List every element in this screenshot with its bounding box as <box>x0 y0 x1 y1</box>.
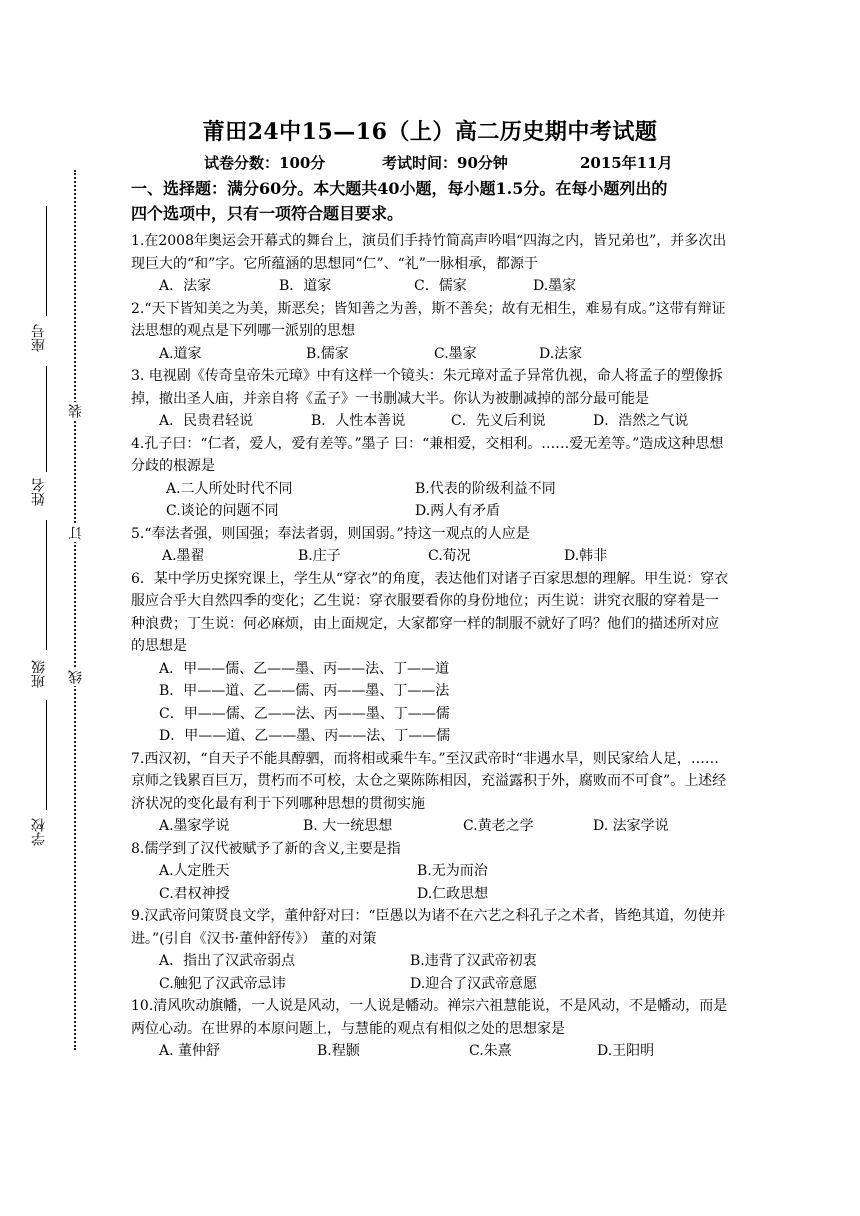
option-b: B.代表的阶级利益不同 <box>415 480 556 497</box>
question-options <box>131 545 731 568</box>
option-b: B.违背了汉武帝初衷 <box>410 953 537 969</box>
option-a: A．民贵君轻说 <box>159 413 254 429</box>
option-d: D．浩然之气说 <box>593 413 689 429</box>
option-c: C.黄老之学 <box>463 818 534 834</box>
question-stem: 1.在2008年奥运会开幕式的舞台上，演员们手持竹简高声吟唱“四海之内，皆兄弟也”，并多次出现巨大的“和”字。它所蕴涵的思想同“仁”、“礼”一脉相承，都源于 <box>131 233 727 272</box>
question-options <box>131 950 731 973</box>
name-label: 姓名 <box>31 478 47 506</box>
option-a: A.墨家学说 <box>159 818 230 834</box>
option-c: C.墨家 <box>434 345 477 362</box>
question-stem: 9.汉武帝问策贤良文学，董仲舒对曰：“臣愚以为诸不在六艺之科孔子之术者，皆绝其道，勿使并进。”(引自《汉书·董仲舒传》） 董的对策 <box>131 908 726 947</box>
option-c: C.触犯了汉武帝忌讳 <box>159 975 286 992</box>
binding-char-ding: 订 <box>68 526 84 540</box>
option-a: A．甲——儒、乙——墨、丙——法、丁——道 <box>159 660 450 677</box>
question-stem: 10.清风吹动旗幡，一人说是风动，一人说是幡动。禅宗六祖慧能说，不是风动，不是幡动，而是两位心动。在世界的本原问题上，与慧能的观点有相似之处的思想家是 <box>131 998 728 1037</box>
option-c: C．甲——儒、乙——法、丙——墨、丁——儒 <box>159 705 450 722</box>
question-options <box>131 343 731 366</box>
binding-char-xian: 线 <box>68 670 84 684</box>
option-b: B．甲——道、乙——儒、丙——墨、丁——法 <box>159 683 450 699</box>
option-b: B.程颢 <box>317 1043 360 1059</box>
binding-char-zhuang: 装 <box>68 404 84 418</box>
school-label: 学校 <box>31 818 47 846</box>
option-c: C.谈论的问题不同 <box>166 503 279 519</box>
class-label: 班级 <box>31 660 47 688</box>
question-list <box>131 176 731 1063</box>
exam-time: 考试时间：90分钟 <box>382 154 508 172</box>
option-c: C.君权神授 <box>159 885 230 902</box>
option-a: A. 董仲舒 <box>159 1043 221 1059</box>
school-fill-line <box>46 700 47 810</box>
class-fill-line <box>46 520 47 650</box>
option-a: A.二人所处时代不同 <box>166 480 293 497</box>
option-c: C．先义后利说 <box>451 413 546 429</box>
option-d: D.两人有矛盾 <box>415 503 501 519</box>
option-d: D.王阳明 <box>597 1043 655 1059</box>
option-a: A.道家 <box>159 345 202 362</box>
option-d: D．甲——道、乙——墨、丙——法、丁——儒 <box>159 728 451 744</box>
option-a: A.墨翟 <box>162 548 205 564</box>
option-b: B.儒家 <box>306 345 349 362</box>
seat-label: 座号 <box>31 324 47 352</box>
question-options <box>131 275 731 298</box>
option-b: B.无为而治 <box>417 863 488 879</box>
option-a: A.人定胜天 <box>159 863 230 879</box>
question-stem: 7.西汉初，“自天子不能具醇驷，而将相或乘牛车。”至汉武帝时“非遇水旱，则民家给人足，……京师之钱累百巨万，贯朽而不可校，太仓之粟陈陈相因，充溢露积于外，腐败而不可食”。上述经济状况的变化最有利于下列哪种思想的贯彻实施 <box>131 750 727 812</box>
option-a: A．法家 <box>159 278 212 294</box>
option-d: D.法家 <box>539 345 583 362</box>
page-title: 莆田24中15—16（上）高二历史期中考试题 <box>202 119 658 145</box>
option-d: D. 法家学说 <box>593 818 669 834</box>
option-d: D.迎合了汉武帝意愿 <box>410 975 538 992</box>
exam-score: 试卷分数：100分 <box>204 154 326 172</box>
question-stem: 6．某中学历史探究课上，学生从“穿衣”的角度，表达他们对诸子百家思想的理解。甲生说：穿衣服应合乎大自然四季的变化；乙生说：穿衣服要看你的身份地位；丙生说：讲究衣服的穿着是一种浪费；丁生说：何必麻烦，由上面规定，大家都穿一样的制服不就好了吗？他们的描述所对应的思想是 <box>131 570 729 654</box>
option-a: A．指出了汉武帝弱点 <box>159 953 296 969</box>
question-options <box>131 500 731 523</box>
option-c: C.荀况 <box>428 548 471 564</box>
question-stem: 8.儒学到了汉代被赋予了新的含义,主要是指 <box>131 840 401 857</box>
section-heading: 一、选择题：满分60分。本大题共40小题，每小题1.5分。在每小题列出的 四个选项中，只有一项符合题目要求。 <box>131 179 668 223</box>
exam-date: 2015年11月 <box>580 154 673 172</box>
option-b: B．道家 <box>279 278 332 294</box>
question-options <box>131 1040 731 1063</box>
option-c: C.朱熹 <box>469 1043 512 1059</box>
option-d: D.仁政思想 <box>417 885 489 902</box>
option-d: D.墨家 <box>533 278 577 294</box>
question-stem: 4.孔子曰：“仁者，爱人，爱有差等。”墨子 曰：“兼相爱，交相利。……爱无差等。”造成这种思想分歧的根源是 <box>131 435 724 474</box>
option-b: B. 大一统思想 <box>303 818 393 834</box>
question-stem: 2.“天下皆知美之为美，斯恶矣；皆知善之为善，斯不善矣；故有无相生，难易有成。”这带有辩证法思想的观点是下列哪一派别的思想 <box>131 300 726 339</box>
option-c: C．儒家 <box>414 278 467 294</box>
question-options <box>131 973 731 996</box>
option-d: D.韩非 <box>564 548 608 564</box>
name-fill-line <box>46 366 47 472</box>
question-options <box>131 478 731 501</box>
seat-fill-line <box>46 206 47 316</box>
question-options <box>131 815 731 838</box>
option-b: B．人性本善说 <box>311 413 406 429</box>
question-stem: 5.“奉法者强，则国强；奉法者弱，则国弱。”持这一观点的人应是 <box>131 525 530 542</box>
option-b: B.庄子 <box>298 548 341 564</box>
question-options <box>131 410 731 433</box>
question-options <box>131 860 731 883</box>
binding-dotted-line <box>74 170 76 1050</box>
question-stem: 3. 电视剧《传奇皇帝朱元璋》中有这样一个镜头：朱元璋对孟子异常仇视，命人将孟子的塑像拆掉，撤出圣人庙，并亲自将《孟子》一书删减大半。你认为被删减掉的部分最可能是 <box>131 368 723 407</box>
question-options <box>131 883 731 906</box>
